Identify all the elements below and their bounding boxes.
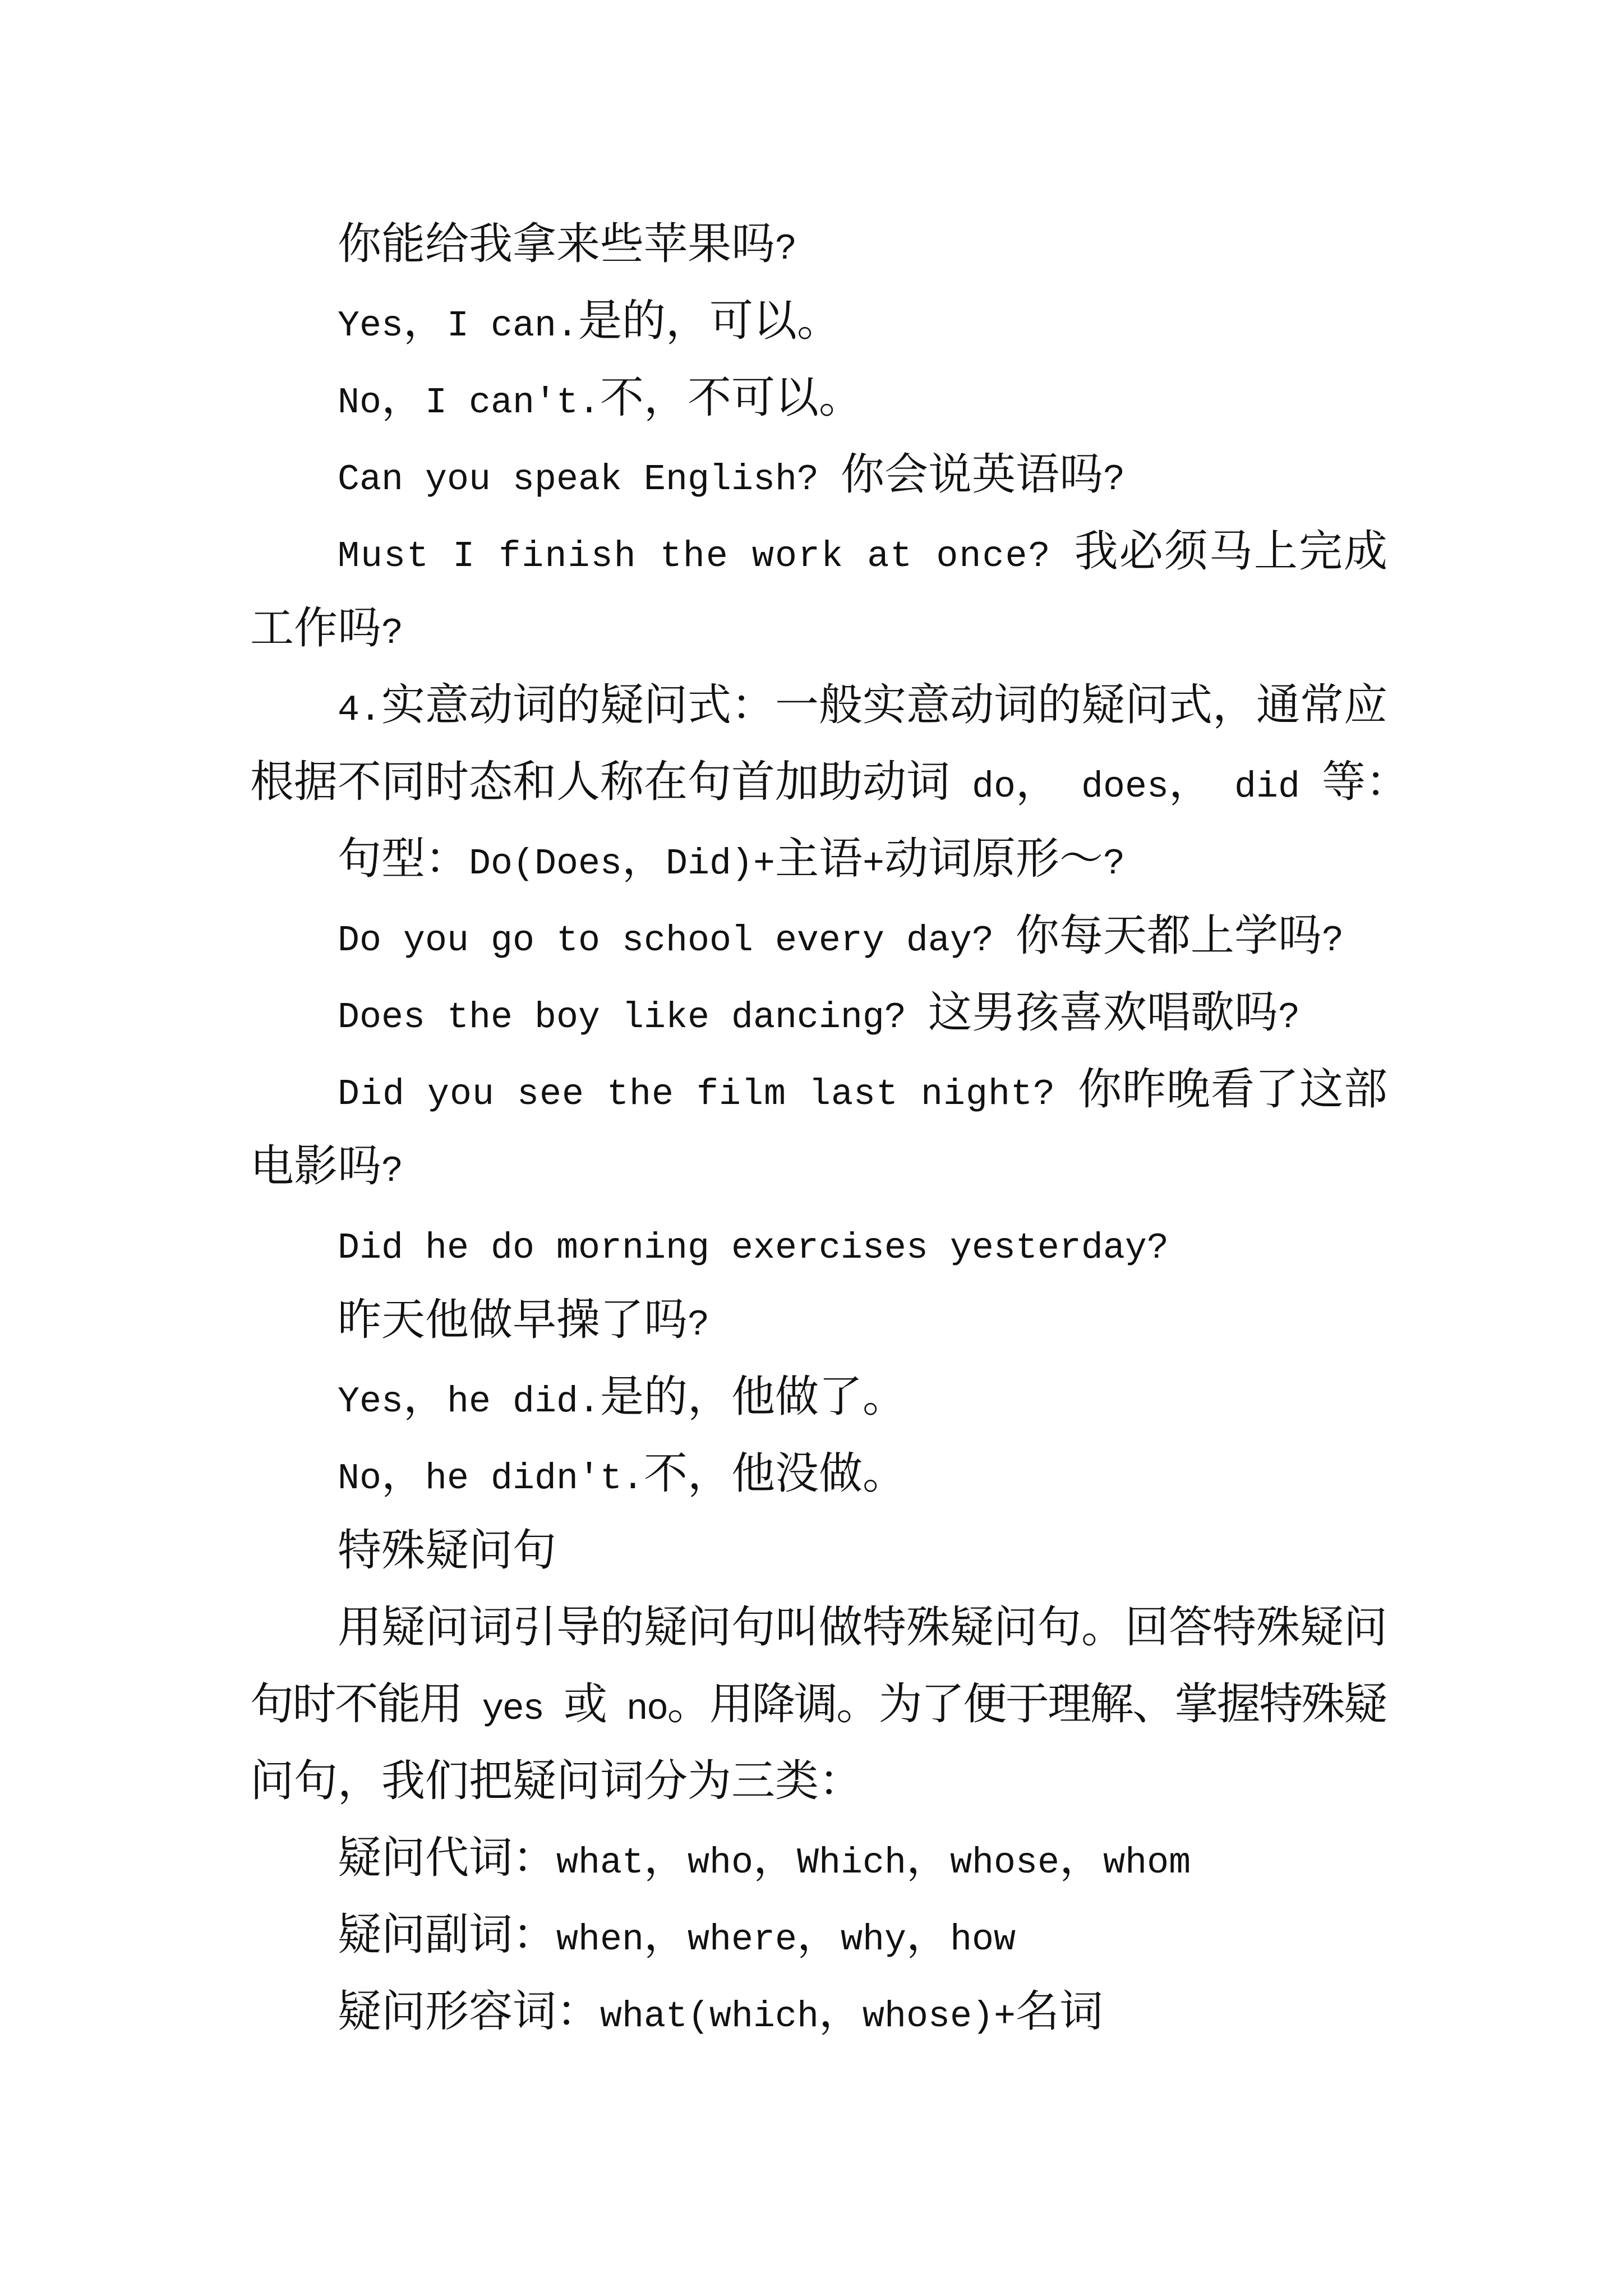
question-word-category [250, 1896, 1387, 1973]
latin-text: why [841, 1919, 907, 1961]
text-line: Must I finish the work at once? 我必须马上完成 [338, 527, 1389, 577]
latin-text: what [556, 1842, 644, 1884]
latin-text: who [688, 1842, 754, 1884]
example-translation [250, 205, 1387, 282]
latin-text: he did. [447, 1381, 600, 1423]
text-line: Yes，I can.是的，可以。 [338, 296, 841, 347]
latin-text: whose [950, 1842, 1060, 1884]
text-line: 疑问副词：when，where，why，how [338, 1910, 1016, 1961]
latin-text: Did he do morning exercises yesterday? [338, 1227, 1169, 1269]
text-line: Does the boy like dancing? 这男孩喜欢唱歌吗? [338, 988, 1300, 1038]
text-line: Yes，he did.是的，他做了。 [338, 1372, 907, 1423]
latin-text: ? [1103, 843, 1126, 885]
latin-text: no [606, 1688, 667, 1730]
text-line: No，I can't.不，不可以。 [338, 373, 863, 424]
text-line [250, 1204, 1387, 1281]
example-sentence [250, 1051, 1387, 1204]
text-line: 电影吗? [250, 1142, 404, 1192]
text-line: No，he didn't.不，他没做。 [338, 1449, 907, 1499]
example-sentence [250, 974, 1387, 1051]
latin-text: Can you speak English? [338, 459, 841, 500]
latin-text: what(which [600, 1996, 819, 2037]
latin-text: where [688, 1919, 797, 1961]
latin-text: ? [1321, 920, 1344, 961]
text-line: 工作吗? [250, 604, 404, 654]
example-sentence [250, 897, 1387, 974]
latin-text: Yes [338, 305, 403, 347]
latin-text: Do(Does [469, 843, 622, 885]
text-line: 句时不能用 yes 或 no。用降调。为了便于理解、掌握特殊疑 [250, 1680, 1386, 1730]
latin-text: when [556, 1919, 644, 1961]
latin-text: ? [381, 1151, 404, 1192]
latin-text: how [950, 1919, 1016, 1961]
text-line: 昨天他做早操了吗? [338, 1295, 710, 1346]
latin-text: Did)+ [666, 843, 776, 885]
latin-text: I can. [447, 305, 578, 347]
example-answer-no [250, 359, 1387, 436]
latin-text: Which [797, 1842, 907, 1884]
example-answer-no [250, 1435, 1387, 1512]
text-line: Did you see the film last night? 你昨晚看了这部 [338, 1065, 1388, 1115]
latin-text: Yes [338, 1381, 403, 1423]
text-line: Can you speak English? 你会说英语吗? [338, 450, 1125, 500]
latin-text: do [950, 766, 1016, 808]
latin-text: whom [1103, 1842, 1191, 1884]
latin-text: I can't. [425, 382, 600, 424]
text-line: 用疑问词引导的疑问句叫做特殊疑问句。回答特殊疑问 [338, 1603, 1387, 1651]
latin-text: whose)+ [863, 1996, 1016, 2037]
latin-text: he didn't. [425, 1458, 644, 1499]
latin-text: does [1059, 766, 1169, 808]
latin-text: 4. [338, 689, 381, 731]
rule-paragraph [250, 666, 1410, 820]
latin-text: Must I finish the work at once? [338, 536, 1075, 577]
text-line: 问句，我们把疑问词分为三类： [250, 1756, 863, 1805]
text-line: 你能给我拿来些苹果吗? [338, 219, 797, 270]
latin-text: yes [462, 1688, 564, 1730]
text-line: Do you go to school every day? 你每天都上学吗? [338, 911, 1344, 961]
example-sentence [250, 436, 1387, 513]
text-line: 特殊疑问句 [338, 1526, 557, 1575]
latin-text: Do you go to school every day? [338, 920, 1016, 961]
document-body [250, 205, 1410, 2050]
example-sentence [250, 513, 1387, 666]
latin-text: No [338, 382, 381, 424]
example-translation [250, 1281, 1387, 1358]
latin-text: Did you see the film last night? [338, 1074, 1078, 1115]
sentence-pattern [250, 820, 1387, 897]
text-line: 疑问代词：what，who，Which，whose，whom [338, 1833, 1191, 1884]
latin-text: + [863, 843, 885, 885]
latin-text: ? [775, 228, 797, 270]
latin-text: No [338, 1458, 381, 1499]
text-line: 4.实意动词的疑问式：一般实意动词的疑问式，通常应 [338, 680, 1387, 731]
latin-text: ? [1278, 997, 1300, 1038]
latin-text: Does the boy like dancing? [338, 997, 928, 1038]
question-word-category [250, 1973, 1387, 2050]
text-line: 疑问形容词：what(which，whose)+名词 [338, 1987, 1104, 2037]
latin-text: ? [1103, 459, 1125, 500]
latin-text: did [1212, 766, 1322, 808]
rule-paragraph [250, 1589, 1387, 1819]
section-heading [250, 1512, 1387, 1589]
example-answer-yes [250, 1358, 1387, 1435]
text-line: 根据不同时态和人称在句首加助动词 do， does， did 等： [250, 757, 1410, 808]
question-word-category [250, 1819, 1387, 1896]
example-answer-yes [250, 282, 1387, 359]
text-line: 句型：Do(Does，Did)+主语+动词原形～? [338, 834, 1126, 885]
latin-text: ? [688, 1304, 710, 1346]
example-sentence [250, 1204, 1387, 1281]
latin-text: ? [381, 613, 404, 654]
